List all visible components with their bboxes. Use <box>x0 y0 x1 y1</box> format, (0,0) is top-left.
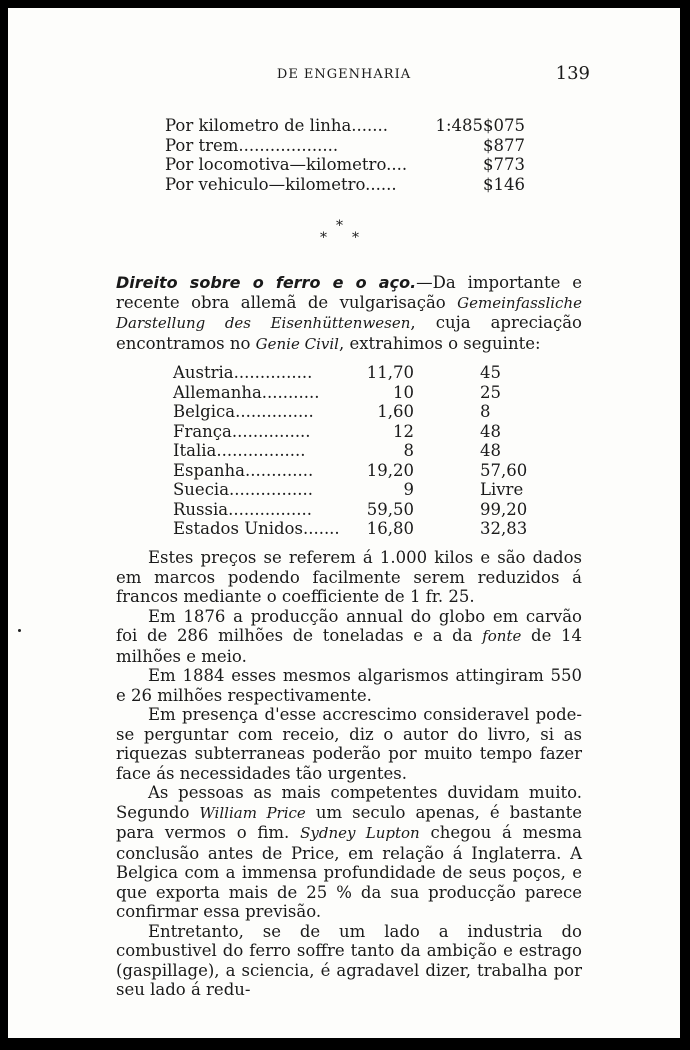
paragraph-1876 <box>116 607 582 667</box>
value-1: 12 <box>393 421 414 441</box>
margin-mark <box>18 629 21 632</box>
text: Em 1876 a producção annual do globo em carvão foi de 286 milhões de toneladas e a da <box>116 606 582 645</box>
table-row <box>173 363 528 383</box>
value-2: 32,83 <box>480 519 528 538</box>
country-name: Allemanha........... <box>173 382 320 402</box>
stat-row <box>165 155 525 175</box>
value-2: 25 <box>480 382 501 402</box>
section-heading: Direito sobre o ferro e o aço. <box>116 273 417 292</box>
country-name: Estados Unidos....... <box>173 519 340 538</box>
stat-label: Por trem................... <box>165 135 339 155</box>
country-name: Espanha............. <box>173 460 314 480</box>
table-row <box>173 480 528 500</box>
asterisk: * <box>320 230 327 246</box>
value-1: 11,70 <box>366 363 414 382</box>
paragraph-prices: Estes preços se referem á 1.000 kilos e são dados em marcos podendo facilmente serem reduzidos á francos mediante o coefficiente de 1 fr. 25. <box>116 548 582 606</box>
value-2: 45 <box>480 363 501 382</box>
table-row <box>173 519 528 539</box>
text: de 14 milhões e meio. <box>116 626 582 666</box>
text: um seculo apenas, é bastante para vermos o fim. <box>116 802 582 842</box>
person-name: William Price <box>199 803 306 822</box>
text: chegou á mesma conclusão antes de Price, em relação á Inglaterra. A Belgica com a immensa profundidade de seus poços, e que exporta mais de 25 % da sua producção parece confirmar essa previsão. <box>116 823 582 921</box>
value-1: 1,60 <box>377 402 414 421</box>
stat-label: Por kilometro de linha....... <box>165 116 389 135</box>
table-row <box>173 422 528 442</box>
cost-stats <box>165 116 525 194</box>
stat-label: Por vehiculo—kilometro...... <box>165 174 397 194</box>
asterisk: * <box>336 218 343 234</box>
country-name: França............... <box>173 421 311 441</box>
country-name: Belgica............... <box>173 402 314 421</box>
intro-paragraph <box>116 273 582 354</box>
country-name: Italia................. <box>173 441 306 460</box>
intro-text: —Da importante e recente obra allemã de vulgarisação <box>116 273 582 312</box>
italic-term: fonte <box>482 627 522 645</box>
paragraph-1884: Em 1884 esses mesmos algarismos attingiram 550 e 26 milhões respectivamente. <box>116 666 582 705</box>
stat-row <box>165 136 525 156</box>
value-2: 99,20 <box>480 499 528 519</box>
value-1: 9 <box>403 480 414 499</box>
journal-title: Genie Civil <box>255 334 339 353</box>
table-row <box>173 383 528 403</box>
person-name: Sydney Lupton <box>300 824 420 842</box>
table-row <box>173 500 528 520</box>
stat-value: $146 <box>483 174 525 194</box>
stat-value: $773 <box>483 155 525 174</box>
value-2: 48 <box>480 441 501 460</box>
intro-text: , cuja apreciação encontramos no <box>116 313 582 353</box>
running-title: DE ENGENHARIA <box>276 67 412 82</box>
body-text <box>116 548 582 1000</box>
country-name: Russia................ <box>173 499 313 519</box>
page-number: 139 <box>555 63 590 84</box>
stat-row <box>165 116 525 136</box>
text: As pessoas as mais competentes duvidam muito. Segundo <box>116 783 582 822</box>
value-1: 16,80 <box>366 519 414 538</box>
country-name: Austria............... <box>173 363 313 382</box>
book-title: Gemeinfassliche Darstellung des Eisenhüttenwesen <box>116 293 582 332</box>
intro-text: , extrahimos o seguinte: <box>338 333 541 353</box>
value-2: 8 <box>480 402 491 421</box>
value-2: Livre <box>480 480 524 499</box>
stat-label: Por locomotiva—kilometro.... <box>165 155 408 174</box>
value-1: 19,20 <box>366 460 414 480</box>
table-row <box>173 441 528 461</box>
table-row <box>173 402 528 422</box>
stat-value: 1:485$075 <box>435 116 525 135</box>
stat-value: $877 <box>483 135 525 155</box>
paragraph-entretanto: Entretanto, se de um lado a industria do combustivel do ferro soffre tanto da ambição e estrago (gaspillage), a sciencia, é agradavel dizer, trabalha por seu lado á redu- <box>116 921 582 999</box>
paragraph-presenca: Em presença d'esse accrescimo consideravel pode-se perguntar com receio, diz o autor do livro, si as riquezas subterraneas poderão por muito tempo fazer face ás necessidades tão urgentes. <box>116 705 582 783</box>
asterism-divider <box>308 218 378 254</box>
asterisk: * <box>352 230 359 246</box>
country-name: Suecia................ <box>173 480 313 499</box>
table-row <box>173 461 528 481</box>
value-1: 10 <box>393 382 414 402</box>
stat-row <box>165 175 525 195</box>
value-1: 59,50 <box>366 499 414 519</box>
running-head <box>8 63 680 87</box>
value-2: 57,60 <box>480 460 528 480</box>
value-2: 48 <box>480 421 501 441</box>
value-1: 8 <box>403 441 414 460</box>
coal-price-table <box>173 363 528 539</box>
book-page <box>8 8 680 1038</box>
paragraph-pessoas <box>116 783 582 922</box>
